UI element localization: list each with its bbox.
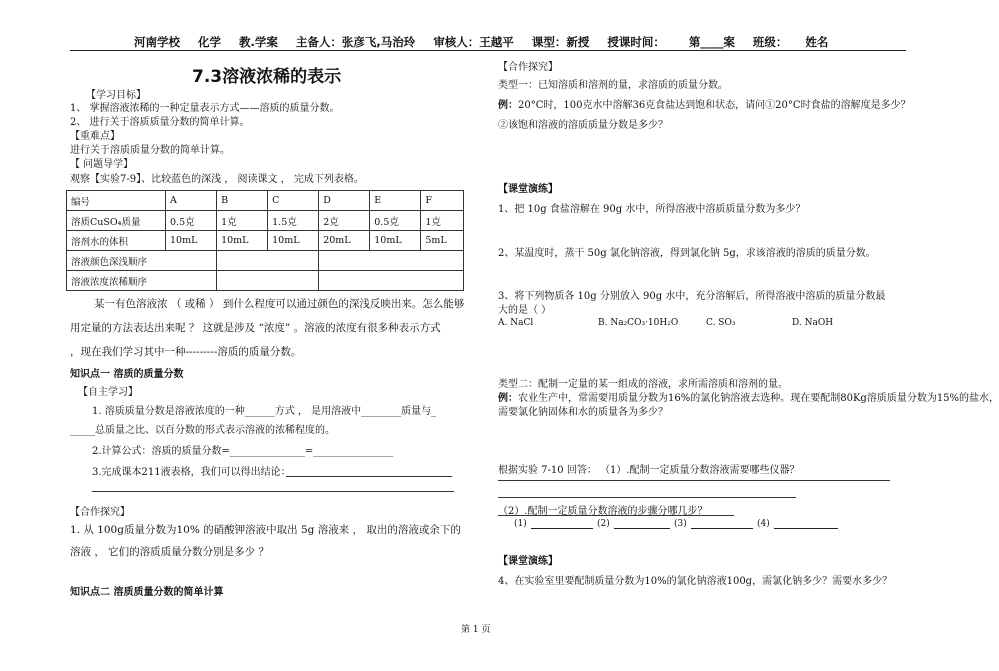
goals-heading: 【学习目标】 [86, 90, 146, 101]
experiment-7-10: 根据实验 7-10 回答： （1）.配制一定质量分数溶液需要哪些仪器？ [498, 465, 800, 476]
para-line-2: 用定量的方法表达出来呢 ？ 这就是涉及 “浓度” 。溶液的浓度有很多种表示方式 [70, 322, 441, 334]
example-2b: 需要氯化钠固体和水的质量各为多少？ [498, 407, 668, 418]
goal-2: 2、 进行关于溶质质量分数的简单计算。 [70, 117, 250, 128]
reviewer: 审核人：王越平 [433, 35, 514, 49]
question-1a: 1. 溶质质量分数是溶液浓度的一种______方式 ， 是用溶液中________质量与_ [92, 406, 437, 417]
question-3: 3.完成课本211液表格，我们可以得出结论： [92, 467, 291, 478]
subject: 化学 [198, 35, 222, 49]
para-line-1: 某一有色溶液浓 （ 或稀 ） 到什么程度可以通过颜色的深浅反映出来。怎么能够 [94, 298, 465, 310]
coop-heading-left: 【合作探究】 [70, 507, 130, 518]
step-1-label: (1) [514, 519, 527, 529]
table-cell: 10mL [268, 231, 319, 251]
table-header-row [67, 191, 464, 211]
table-cell: 20mL [319, 231, 370, 251]
table-cell: B [217, 191, 268, 211]
table-cell: E [370, 191, 421, 211]
name-field: 姓名 [805, 35, 829, 49]
question-1b: _____总质量之比、以百分数的形式表示溶液的浓稀程度的。 [70, 425, 335, 436]
drill-3b: 大的是（ ） [498, 305, 552, 316]
coop-heading-right: 【合作探究】 [498, 62, 558, 73]
example-1: 20°C时，100克水中溶解36克食盐达到饱和状态，请问①20°C时食盐的溶解度是多少？ [518, 100, 911, 111]
table-cell: 溶剂水的体积 [67, 231, 166, 251]
self-study-heading: 【自主学习】 [78, 387, 138, 398]
preparers: 主备人：张彦飞,马治玲 [295, 35, 416, 49]
table-cell: 5mL [421, 231, 464, 251]
lesson-type: 课型：新授 [531, 35, 590, 49]
table-blank-cell[interactable] [217, 271, 319, 291]
key-heading: 【重难点】 [70, 131, 120, 142]
page-header [134, 34, 842, 50]
answer-line[interactable] [498, 515, 734, 516]
table-cell: C [268, 191, 319, 211]
page-title: 7.3溶液浓稀的表示 [192, 67, 342, 87]
header-rule [70, 50, 906, 51]
drill-1: 1、把 10g 食盐溶解在 90g 水中，所得溶液中溶质质量分数为多少？ [498, 204, 806, 215]
option-d: D. NaOH [792, 318, 834, 328]
school-name: 河南学校 [134, 35, 180, 49]
step-2-blank[interactable] [614, 518, 670, 529]
answer-line[interactable] [498, 480, 890, 481]
table-cell: 10mL [217, 231, 268, 251]
table-blank-cell[interactable] [319, 251, 464, 271]
step-1-blank[interactable] [531, 518, 593, 529]
table-row [67, 211, 464, 231]
coop-question-2: 溶液 ， 它们的溶质质量分数分别是多少 ？ [70, 546, 270, 558]
table-cell: 2克 [319, 211, 370, 231]
example-2a: 农业生产中，常需要用质量分数为16%的氯化钠溶液去选种。现在要配制80Kg溶质质量分数为15%的盐水， [518, 393, 999, 404]
class-field: 班级： [752, 35, 788, 49]
doc-type: 教.学案 [239, 35, 278, 49]
drill-2: 2、某温度时，蒸干 50g 氯化钠溶液，得到氯化钠 5g，求该溶液的溶质的质量分数。 [498, 248, 876, 259]
steps-question: （2）.配制一定质量分数溶液的步骤分哪几步？ [498, 506, 708, 517]
example-label: 例： [498, 393, 518, 404]
step-3-label: (3) [674, 519, 687, 529]
option-a: A. NaCl [498, 318, 534, 328]
example-label: 例： [498, 100, 518, 111]
example-1b: ②该饱和溶液的溶质质量分数是多少？ [498, 120, 668, 131]
table-cell: D [319, 191, 370, 211]
table-cell: 溶液颜色深浅顺序 [67, 251, 217, 271]
type-1: 类型一：已知溶质和溶剂的量，求溶质的质量分数。 [498, 80, 728, 91]
type-2: 类型二：配制一定量的某一组成的溶液，求所需溶质和溶剂的量。 [498, 379, 788, 390]
answer-line[interactable] [92, 491, 454, 492]
option-c: C. SO₃ [706, 318, 736, 328]
table-cell: 1克 [421, 211, 464, 231]
observe-instruction: 观察【实验7-9】、比较蓝色的深浅 ， 阅读课文 ， 完成下列表格。 [70, 174, 364, 185]
table-cell: 溶液浓度浓稀顺序 [67, 271, 217, 291]
para-line-3: ，现在我们学习其中一种---------溶质的质量分数。 [70, 346, 302, 358]
drill-heading-2: 【课堂演练】 [498, 556, 558, 567]
experiment-table [66, 190, 464, 291]
table-cell: F [421, 191, 464, 211]
table-cell: 1.5克 [268, 211, 319, 231]
page-footer: 第 1 页 [461, 625, 491, 635]
table-cell: 10mL [166, 231, 217, 251]
table-cell: A [166, 191, 217, 211]
table-cell: 1克 [217, 211, 268, 231]
question-2: 2.计算公式：溶质的质量分数=_______________=________________ [92, 446, 394, 457]
answer-line[interactable] [286, 476, 452, 477]
step-4-blank[interactable] [774, 518, 838, 529]
table-row [67, 271, 464, 291]
table-cell: 0.5克 [166, 211, 217, 231]
drill-4: 4、在实验室里要配制质量分数为10%的氯化钠溶液100g，需氯化钠多少？需要水多少？ [498, 576, 893, 587]
table-cell: 编号 [67, 191, 166, 211]
step-3-blank[interactable] [691, 518, 753, 529]
table-blank-cell[interactable] [319, 271, 464, 291]
table-cell: 溶质CuSO₄质量 [67, 211, 166, 231]
table-blank-cell[interactable] [217, 251, 319, 271]
goal-1: 1、 掌握溶液浓稀的一种定量表示方式——溶质的质量分数。 [70, 103, 340, 114]
guide-heading: 【 问题导学】 [70, 159, 134, 170]
key-text: 进行关于溶质质量分数的简单计算。 [70, 145, 230, 156]
coop-question-1: 1. 从 100g质量分数为10% 的硝酸钾溶液中取出 5g 溶液来 ， 取出的溶液或余下的 [70, 524, 461, 536]
option-b: B. Na₂CO₃·10H₂O [598, 318, 679, 328]
step-2-label: (2) [597, 519, 610, 529]
lesson-time: 授课时间： [607, 35, 665, 49]
step-4-label: (4) [757, 519, 770, 529]
knowledge-point-2: 知识点二 溶质质量分数的简单计算 [70, 587, 224, 598]
drill-3a: 3、将下列物质各 10g 分别放入 90g 水中，充分溶解后，所得溶液中溶质的质量分数最 [498, 291, 886, 302]
table-row [67, 231, 464, 251]
table-cell: 0.5克 [370, 211, 421, 231]
case-number: 第____案 [688, 35, 735, 49]
drill-heading-1: 【课堂演练】 [498, 184, 558, 195]
table-row [67, 251, 464, 271]
answer-line[interactable] [498, 497, 796, 498]
knowledge-point-1: 知识点一 溶质的质量分数 [70, 369, 184, 380]
table-cell: 10mL [370, 231, 421, 251]
